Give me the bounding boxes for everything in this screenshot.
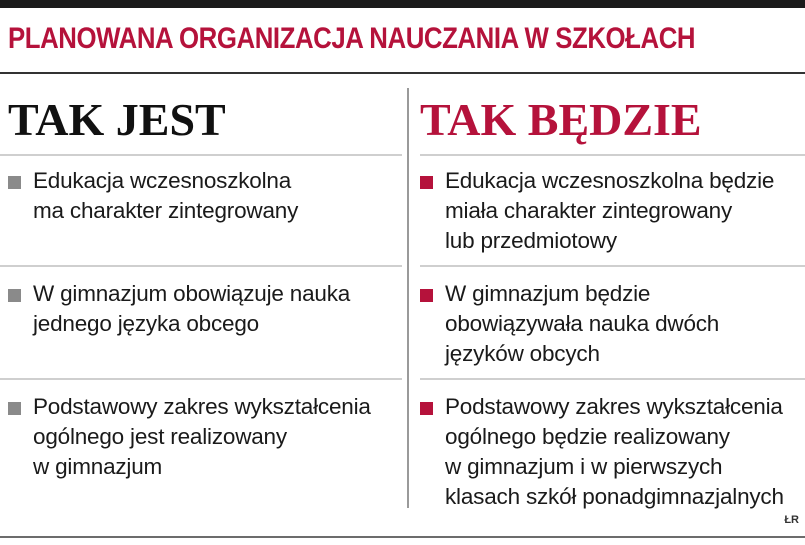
top-rule bbox=[0, 0, 805, 8]
item-text: Podstawowy zakres wykształcenia ogólnego będzie realizowany w gimnazjum i w pierwszych klasach szkół ponadgimnazjalnych bbox=[445, 394, 784, 509]
list-item-current-3 bbox=[8, 392, 396, 482]
list-item-planned-1 bbox=[420, 166, 799, 256]
item-text: W gimnazjum będzie obowiązywała nauka dwóch języków obcych bbox=[445, 281, 720, 366]
square-bullet-icon bbox=[420, 402, 433, 415]
square-bullet-icon bbox=[8, 289, 21, 302]
bottom-rule bbox=[0, 536, 805, 538]
row-divider bbox=[0, 154, 402, 156]
row-divider bbox=[420, 154, 805, 156]
square-bullet-icon bbox=[420, 289, 433, 302]
row-divider bbox=[420, 265, 805, 267]
column-divider bbox=[407, 88, 409, 508]
square-bullet-icon bbox=[420, 176, 433, 189]
list-item-current-1 bbox=[8, 166, 396, 226]
item-text: Edukacja wczesnoszkolna ma charakter zintegrowany bbox=[33, 168, 299, 223]
item-text: Podstawowy zakres wykształcenia ogólnego jest realizowany w gimnazjum bbox=[33, 394, 371, 479]
column-header-planned: TAK BĘDZIE bbox=[420, 94, 702, 145]
row-divider bbox=[0, 265, 402, 267]
author-credit: ŁR bbox=[784, 514, 799, 526]
column-planned bbox=[410, 74, 805, 524]
square-bullet-icon bbox=[8, 402, 21, 415]
item-text: W gimnazjum obowiązuje nauka jednego języka obcego bbox=[33, 281, 351, 336]
item-text: Edukacja wczesnoszkolna będzie miała charakter zintegrowany lub przedmiotowy bbox=[445, 168, 775, 253]
square-bullet-icon bbox=[8, 176, 21, 189]
list-item-planned-3 bbox=[420, 392, 799, 512]
column-header-current: TAK JEST bbox=[8, 94, 226, 145]
row-divider bbox=[420, 378, 805, 380]
row-divider bbox=[0, 378, 402, 380]
column-current bbox=[0, 74, 402, 524]
list-item-planned-2 bbox=[420, 279, 799, 369]
page-title: PLANOWANA ORGANIZACJA NAUCZANIA W SZKOŁACH bbox=[8, 22, 696, 55]
list-item-current-2 bbox=[8, 279, 396, 339]
